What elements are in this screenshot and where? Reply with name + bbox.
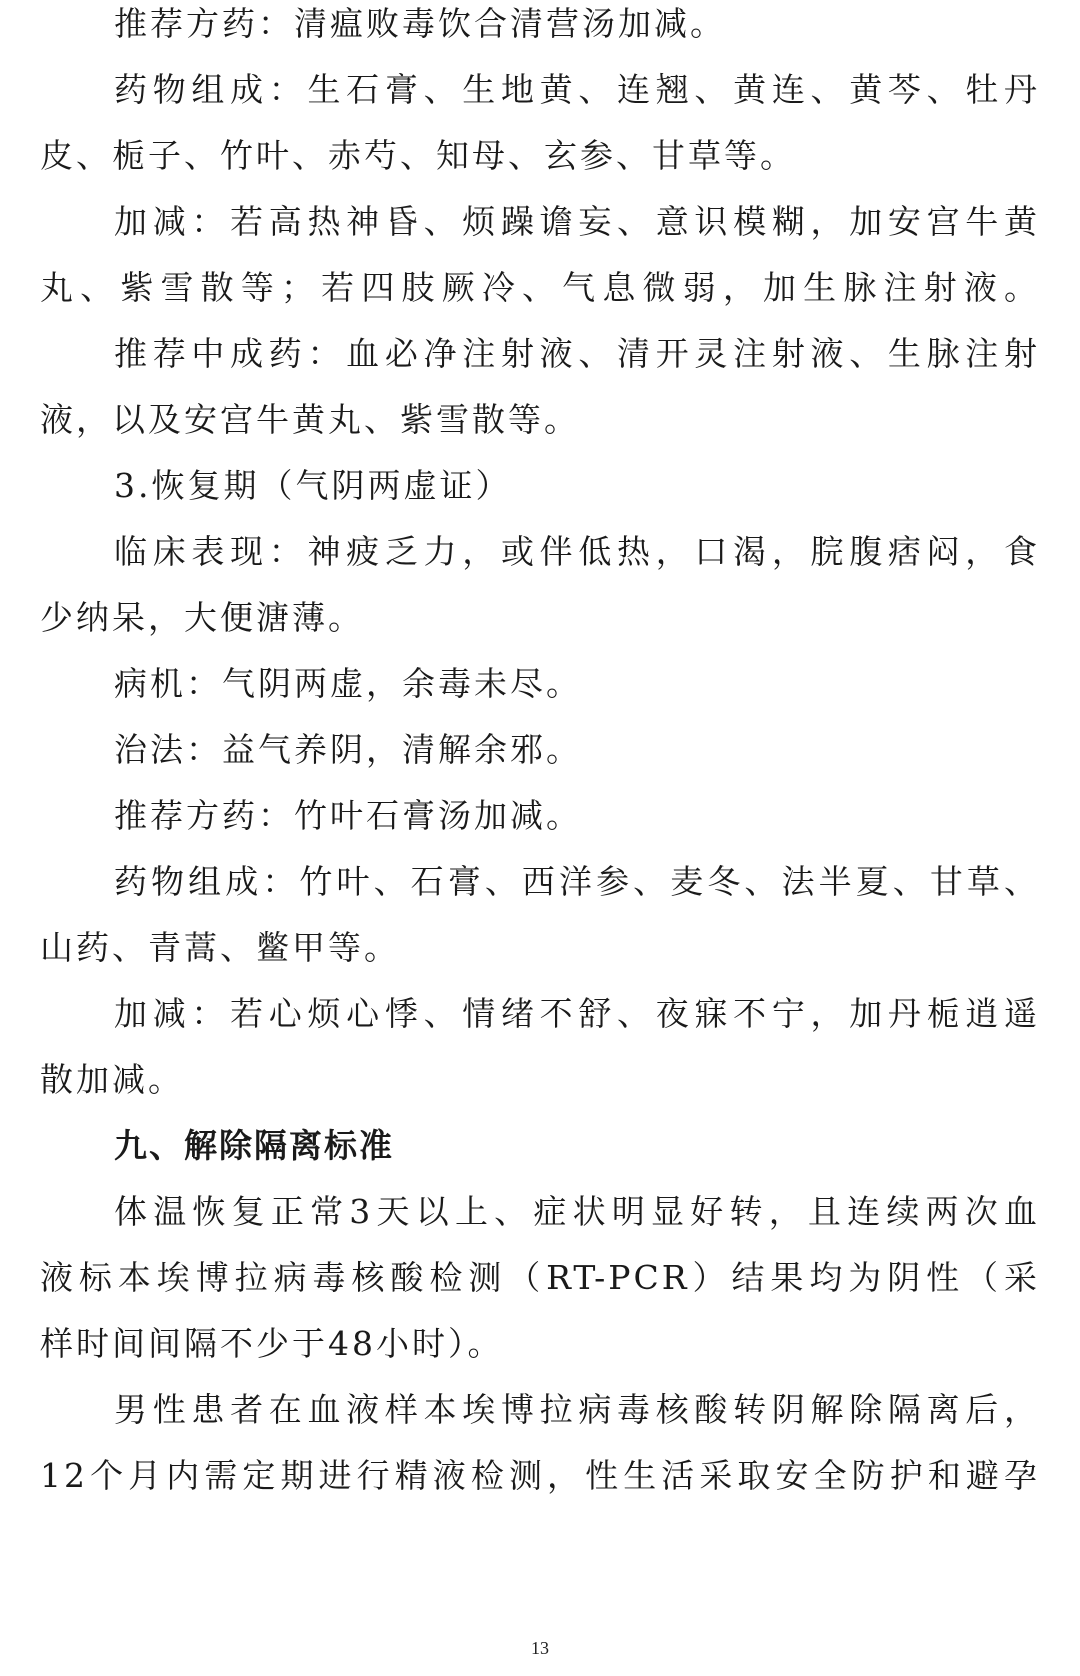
text-line: 推荐中成药：血必净注射液、清开灵注射液、生脉注射 bbox=[114, 334, 1040, 373]
text-line: 山药、青蒿、鳖甲等。 bbox=[40, 928, 400, 967]
text-line: 样时间间隔不少于48小时）。 bbox=[40, 1324, 504, 1363]
text-line: 体温恢复正常3天以上、症状明显好转，且连续两次血 bbox=[114, 1192, 1040, 1231]
text-line: 男性患者在血液样本埃博拉病毒核酸转阴解除隔离后， bbox=[114, 1390, 1040, 1429]
text-line: 病机：气阴两虚，余毒未尽。 bbox=[114, 664, 582, 703]
text-line: 少纳呆，大便溏薄。 bbox=[40, 598, 364, 637]
text-line: 推荐方药：竹叶石膏汤加减。 bbox=[114, 796, 582, 835]
text-line: 治法：益气养阴，清解余邪。 bbox=[114, 730, 582, 769]
section-heading: 九、解除隔离标准 bbox=[114, 1126, 394, 1165]
section-subheading: 3.恢复期（气阴两虚证） bbox=[114, 466, 512, 505]
text-line: 12个月内需定期进行精液检测，性生活采取安全防护和避孕 bbox=[40, 1456, 1040, 1495]
text-line: 加减：若高热神昏、烦躁谵妄、意识模糊，加安宫牛黄 bbox=[114, 202, 1040, 241]
text-line: 推荐方药：清瘟败毒饮合清营汤加减。 bbox=[114, 4, 726, 43]
text-line: 加减：若心烦心悸、情绪不舒、夜寐不宁，加丹栀逍遥 bbox=[114, 994, 1040, 1033]
text-line: 药物组成：生石膏、生地黄、连翘、黄连、黄芩、牡丹 bbox=[114, 70, 1040, 109]
page-number: 13 bbox=[531, 1638, 549, 1658]
text-line: 液标本埃博拉病毒核酸检测（RT-PCR）结果均为阴性（采 bbox=[40, 1258, 1040, 1297]
text-line: 液，以及安宫牛黄丸、紫雪散等。 bbox=[40, 400, 580, 439]
text-line: 丸、紫雪散等；若四肢厥冷、气息微弱，加生脉注射液。 bbox=[40, 268, 1040, 307]
text-line: 临床表现：神疲乏力，或伴低热，口渴，脘腹痞闷，食 bbox=[114, 532, 1040, 571]
text-line: 药物组成：竹叶、石膏、西洋参、麦冬、法半夏、甘草、 bbox=[114, 862, 1040, 901]
text-line: 皮、栀子、竹叶、赤芍、知母、玄参、甘草等。 bbox=[40, 136, 796, 175]
text-line: 散加减。 bbox=[40, 1060, 184, 1099]
